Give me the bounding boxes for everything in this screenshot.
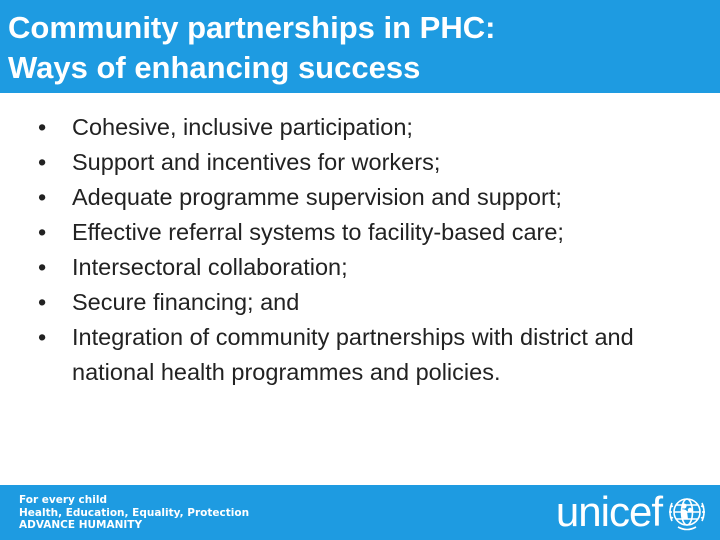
tagline-line-2: Health, Education, Equality, Protection: [19, 506, 250, 519]
bullet-item: [38, 320, 708, 390]
title-line-2: Ways of enhancing success: [8, 50, 421, 85]
bullet-marker: •: [38, 254, 47, 280]
bullet-marker: •: [38, 289, 47, 315]
bullet-item: [38, 285, 708, 320]
tagline-line-1: For every child: [19, 494, 107, 506]
logo-wordmark: unicef: [555, 488, 662, 535]
title-bar: [0, 0, 720, 93]
unicef-emblem-icon: [666, 491, 708, 533]
title-line-1: Community partnerships in PHC:: [8, 10, 496, 45]
bullet-marker: •: [38, 219, 47, 245]
bullet-marker: •: [38, 324, 47, 350]
bullet-text: Support and incentives for workers;: [72, 149, 441, 175]
bullet-text: Effective referral systems to facility-based care;: [72, 219, 564, 245]
bullet-list: [38, 110, 708, 390]
footer-bar: [0, 485, 720, 540]
bullet-text: Cohesive, inclusive participation;: [72, 114, 413, 140]
bullet-text: Secure financing; and: [72, 289, 300, 315]
tagline-line-3: ADVANCE HUMANITY: [19, 519, 143, 531]
unicef-logo: [556, 487, 708, 537]
bullet-marker: •: [38, 149, 47, 175]
bullet-text: Integration of community partnerships with district and national health programmes and policies.: [72, 324, 634, 385]
slide-title: [8, 8, 495, 88]
bullet-item: [38, 215, 708, 250]
bullet-item: [38, 180, 708, 215]
bullet-marker: •: [38, 184, 47, 210]
bullet-text: Adequate programme supervision and support;: [72, 184, 562, 210]
bullet-item: [38, 145, 708, 180]
bullet-marker: •: [38, 114, 47, 140]
bullet-item: [38, 250, 708, 285]
bullet-item: [38, 110, 708, 145]
footer-tagline: [19, 494, 249, 532]
bullet-text: Intersectoral collaboration;: [72, 254, 348, 280]
